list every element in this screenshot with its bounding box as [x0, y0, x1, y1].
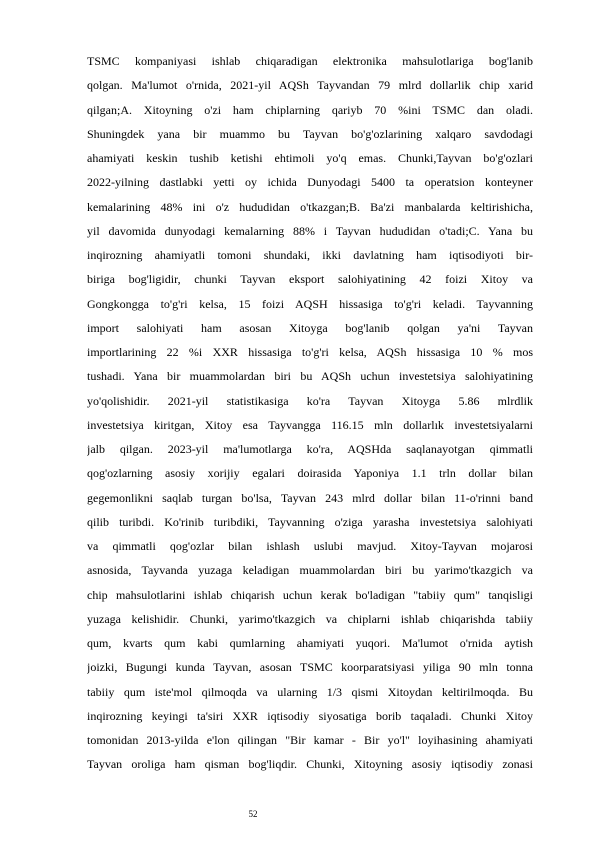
- text-line-21: va qimmatli qog'ozlar bilan ishlash uslubi mavjud. Xitoy-Tayvan mojarosi: [87, 539, 533, 553]
- text-line-12: import salohiyati ham asosan Xitoyga bog'lanib qolgan ya'ni Tayvan: [87, 320, 533, 335]
- text-line-13: importlarining 22 %i XXR hissasiga to'g'ri kelsa, AQSh hissasiga 10 % mos: [87, 345, 533, 359]
- text-line-7: kemalarining 48% ini o'z hududidan o'tkazgan;B. Ba'zi manbalarda keltirishicha,: [87, 199, 533, 214]
- text-line-19: gegemonlikni saqlab turgan bo'lsa, Tayvan 243 mlrd dollar bilan 11-o'rinni band: [87, 490, 533, 505]
- text-line-17: jalb qilgan. 2023-yil ma'lumotlarga ko'ra, AQSHda saqlanayotgan qimmatli: [87, 442, 533, 456]
- text-line-2: qolgan. Ma'lumot o'rnida, 2021-yil AQSh Tayvandan 79 mlrd dollarlik chip xarid: [87, 78, 533, 93]
- text-line-23: chip mahsulotlarini ishlab chiqarish uchun kerak bo'ladigan "tabiiy qum" tanqisligi: [87, 587, 533, 602]
- text-line-29: tomonidan 2013-yilda e'lon qilingan "Bir kamar - Bir yo'l" loyihasining ahamiyati: [87, 733, 533, 747]
- text-line-26: joizki, Bugungi kunda Tayvan, asosan TSMC koorparatsiyasi yiliga 90 mln tonna: [87, 660, 533, 675]
- document-body: [87, 49, 533, 777]
- text-line-25: qum, kvarts qum kabi qumlarning ahamiyati yuqori. Ma'lumot o'rnida aytish: [87, 636, 533, 650]
- text-line-14: tushadi. Yana bir muammolardan biri bu AQSh uchun investetsiya salohiyatining: [87, 369, 533, 384]
- text-line-20: qilib turibdi. Ko'rinib turibdiki, Tayvanning o'ziga yarasha investetsiya salohiyati: [87, 514, 533, 529]
- text-line-22: asnosida, Tayvanda yuzaga keladigan muammolardan biri bu yarimo'tkazgich va: [87, 563, 533, 578]
- page-number: 52: [248, 809, 258, 819]
- text-line-9: inqirozning ahamiyatli tomoni shundaki, ikki davlatning ham iqtisodiyoti bir-: [87, 248, 533, 262]
- text-line-15: yo'qolishidir. 2021-yil statistikasiga ko'ra Tayvan Xitoyga 5.86 mlrdlik: [87, 393, 533, 408]
- text-line-3: qilgan;A. Xitoyning o'zi ham chiplarning qariyb 70 %ini TSMC dan oladi.: [87, 102, 533, 117]
- text-line-24: yuzaga kelishidir. Chunki, yarimo'tkazgich va chiplarni ishlab chiqarishda tabiiy: [87, 611, 533, 626]
- text-line-28: inqirozning keyingi ta'siri XXR iqtisodiy siyosatiga borib taqaladi. Chunki Xitoy: [87, 708, 533, 723]
- text-line-10: biriga bog'ligidir, chunki Tayvan eksport salohiyatining 42 foizi Xitoy va: [87, 272, 533, 287]
- text-line-8: yil davomida dunyodagi kemalarning 88% i Tayvan hududidan o'tadi;C. Yana bu: [87, 223, 533, 238]
- text-line-6: 2022-yilning dastlabki yetti oy ichida Dunyodagi 5400 ta operatsion konteyner: [87, 175, 533, 190]
- text-line-16: investetsiya kiritgan, Xitoy esa Tayvangga 116.15 mln dollarlık investetsiyalarni: [87, 417, 533, 432]
- text-line-11: Gongkongga to'g'ri kelsa, 15 foizi AQSH hissasiga to'g'ri keladi. Tayvanning: [87, 296, 533, 311]
- text-line-5: ahamiyati keskin tushib ketishi ehtimoli yo'q emas. Chunki,Tayvan bo'g'ozlari: [87, 151, 533, 165]
- text-line-30: Tayvan oroliga ham qisman bog'liqdir. Chunki, Xitoyning asosiy iqtisodiy zonasi: [87, 757, 533, 772]
- text-line-27: tabiiy qum iste'mol qilmoqda va ularning 1/3 qismi Xitoydan keltirilmoqda. Bu: [87, 684, 533, 699]
- text-line-4: Shuningdek yana bir muammo bu Tayvan bo'g'ozlarining xalqaro savdodagi: [87, 126, 533, 141]
- text-line-1: TSMC kompaniyasi ishlab chiqaradigan elektronika mahsulotlariga bog'lanib: [87, 54, 533, 68]
- text-line-18: qog'ozlarning asosiy xorijiy egalari doirasida Yaponiya 1.1 trln dollar bilan: [87, 466, 533, 481]
